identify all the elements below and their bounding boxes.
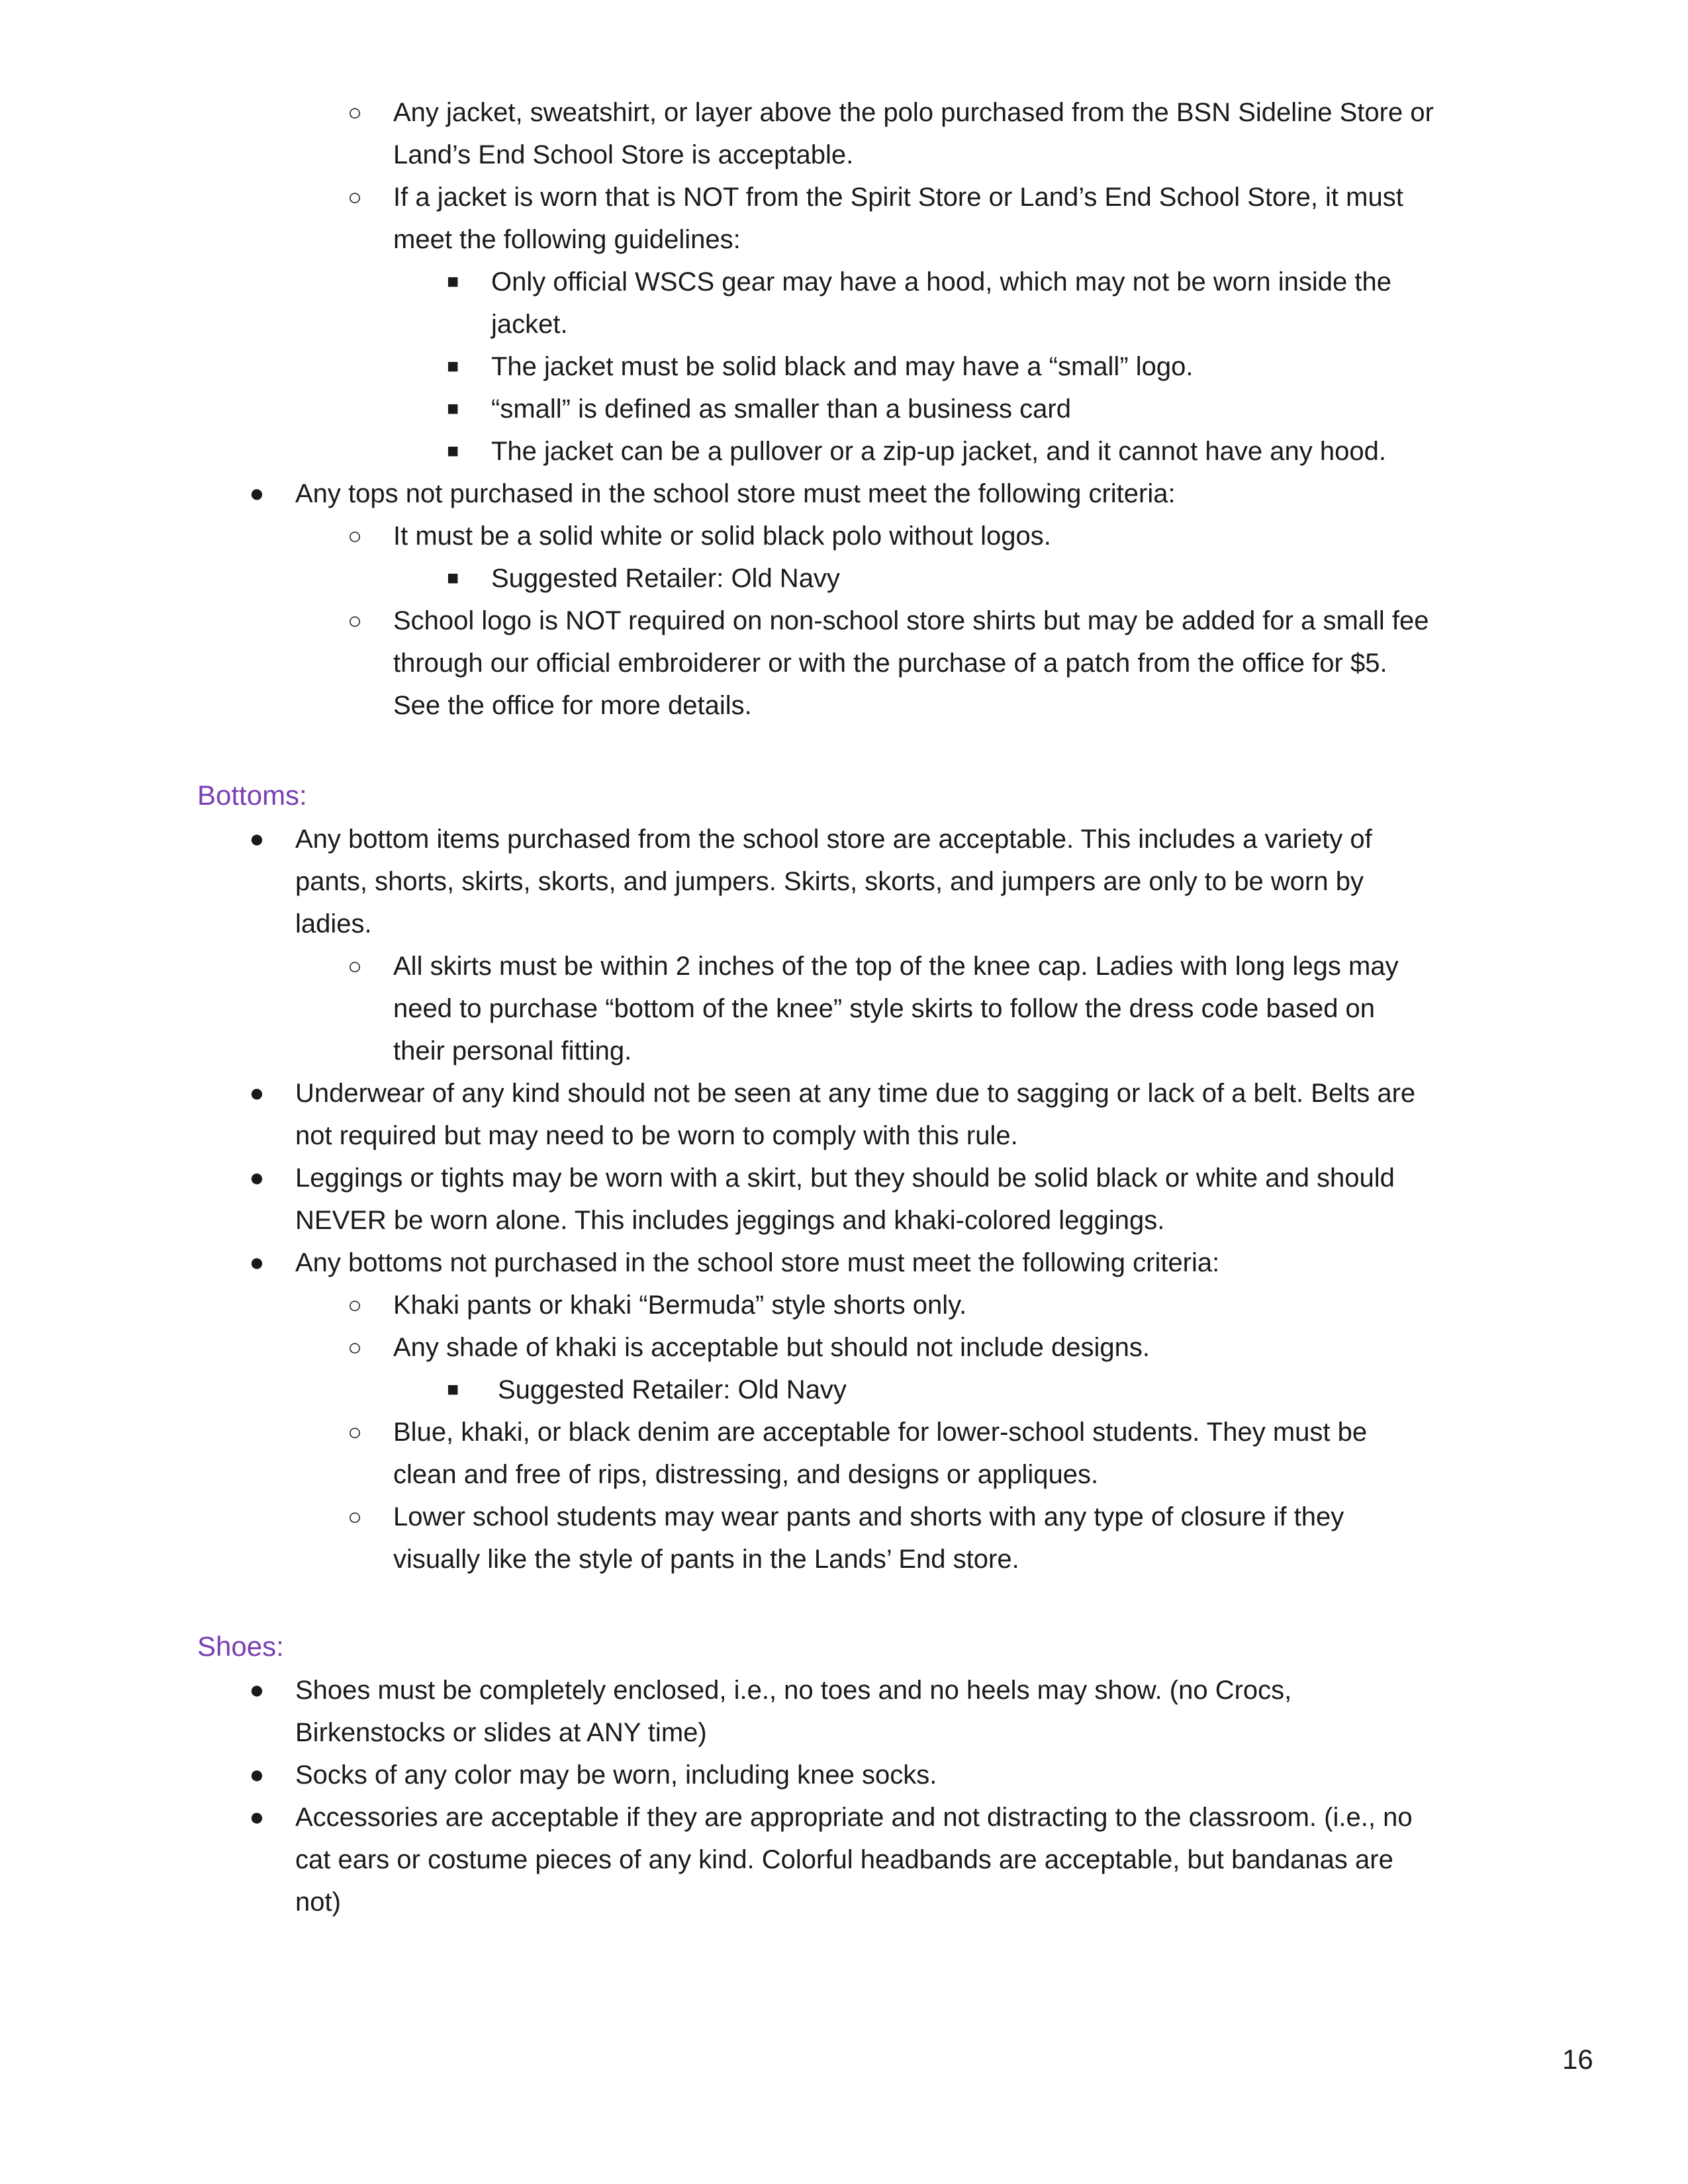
list-item-line: Suggested Retailer: Old Navy [498, 1375, 847, 1404]
bullet-circle: ○ [348, 1291, 362, 1318]
list-item-line: Land’s End School Store is acceptable. [393, 140, 854, 169]
list-item-line: visually like the style of pants in the Lands’ End store. [393, 1545, 1019, 1574]
bullet-disc: ● [249, 480, 265, 508]
bullet-circle: ○ [348, 99, 362, 126]
list-item-line: See the office for more details. [393, 691, 752, 720]
list-item-line: pants, shorts, skirts, skorts, and jumpers. Skirts, skorts, and jumpers are only to be worn by [295, 867, 1364, 896]
bullet-circle: ○ [348, 607, 362, 634]
bullet-square: ■ [446, 398, 459, 420]
bullet-square: ■ [446, 1379, 459, 1400]
bullet-square: ■ [446, 440, 459, 462]
list-item-line: Blue, khaki, or black denim are acceptable for lower-school students. They must be [393, 1418, 1368, 1447]
bullet-disc: ● [249, 1164, 265, 1192]
list-item-line: Only official WSCS gear may have a hood, which may not be worn inside the [491, 267, 1391, 296]
bullet-disc: ● [249, 1249, 265, 1277]
bullet-circle: ○ [348, 1418, 362, 1445]
bullet-circle: ○ [348, 1503, 362, 1530]
list-item-line: not required but may need to be worn to comply with this rule. [295, 1121, 1018, 1150]
list-item-line: Any bottoms not purchased in the school store must meet the following criteria: [295, 1248, 1220, 1277]
bullet-circle: ○ [348, 952, 362, 979]
list-item-line: Underwear of any kind should not be seen at any time due to sagging or lack of a belt. Belts are [295, 1079, 1416, 1108]
list-item-line: All skirts must be within 2 inches of the top of the knee cap. Ladies with long legs may [393, 952, 1399, 981]
bullet-circle: ○ [348, 522, 362, 549]
bullet-disc: ● [249, 1803, 265, 1831]
list-item-line: through our official embroiderer or with the purchase of a patch from the office for $5. [393, 649, 1387, 678]
list-item-line: their personal fitting. [393, 1036, 632, 1066]
bullet-disc: ● [249, 1676, 265, 1704]
list-item-line: clean and free of rips, distressing, and designs or appliques. [393, 1460, 1099, 1489]
list-item-line: Khaki pants or khaki “Bermuda” style shorts only. [393, 1291, 967, 1320]
list-item-line: NEVER be worn alone. This includes jeggings and khaki-colored leggings. [295, 1206, 1165, 1235]
list-item-line: Any jacket, sweatshirt, or layer above the polo purchased from the BSN Sideline Store or [393, 98, 1434, 127]
list-item-line: Suggested Retailer: Old Navy [491, 564, 840, 593]
list-item-line: cat ears or costume pieces of any kind. Colorful headbands are acceptable, but bandanas are [295, 1845, 1393, 1874]
list-item-line: not) [295, 1888, 341, 1917]
list-item-line: Socks of any color may be worn, including knee socks. [295, 1760, 937, 1790]
section-heading-shoes: Shoes: [197, 1631, 284, 1662]
list-item-line: If a jacket is worn that is NOT from the Spirit Store or Land’s End School Store, it must [393, 183, 1403, 212]
list-item-line: jacket. [491, 310, 568, 339]
list-item-line: Any shade of khaki is acceptable but should not include designs. [393, 1333, 1150, 1362]
bullet-square: ■ [446, 567, 459, 589]
page-number: 16 [1562, 2044, 1593, 2075]
bullet-square: ■ [446, 271, 459, 293]
list-item-line: It must be a solid white or solid black polo without logos. [393, 522, 1051, 551]
bullet-circle: ○ [348, 183, 362, 210]
bullet-disc: ● [249, 1079, 265, 1107]
bullet-disc: ● [249, 825, 265, 853]
bullet-square: ■ [446, 355, 459, 377]
list-item-line: Leggings or tights may be worn with a skirt, but they should be solid black or white and should [295, 1163, 1395, 1193]
list-item-line: School logo is NOT required on non-school store shirts but may be added for a small fee [393, 606, 1429, 635]
list-item-line: The jacket must be solid black and may have a “small” logo. [491, 352, 1194, 381]
bullet-circle: ○ [348, 1334, 362, 1361]
bullet-disc: ● [249, 1761, 265, 1789]
list-item-line: Birkenstocks or slides at ANY time) [295, 1718, 707, 1747]
list-item-line: Accessories are acceptable if they are appropriate and not distracting to the classroom. (i.e., no [295, 1803, 1413, 1832]
list-item-line: Any tops not purchased in the school store must meet the following criteria: [295, 479, 1176, 508]
list-item-line: The jacket can be a pullover or a zip-up jacket, and it cannot have any hood. [491, 437, 1386, 466]
list-item-line: Any bottom items purchased from the school store are acceptable. This includes a variety of [295, 825, 1372, 854]
list-item-line: need to purchase “bottom of the knee” style skirts to follow the dress code based on [393, 994, 1376, 1023]
list-item-line: ladies. [295, 909, 372, 938]
list-item-line: “small” is defined as smaller than a business card [491, 394, 1071, 424]
section-heading-bottoms: Bottoms: [197, 780, 307, 811]
list-item-line: meet the following guidelines: [393, 225, 741, 254]
list-item-line: Lower school students may wear pants and shorts with any type of closure if they [393, 1502, 1344, 1531]
list-item-line: Shoes must be completely enclosed, i.e., no toes and no heels may show. (no Crocs, [295, 1676, 1292, 1705]
